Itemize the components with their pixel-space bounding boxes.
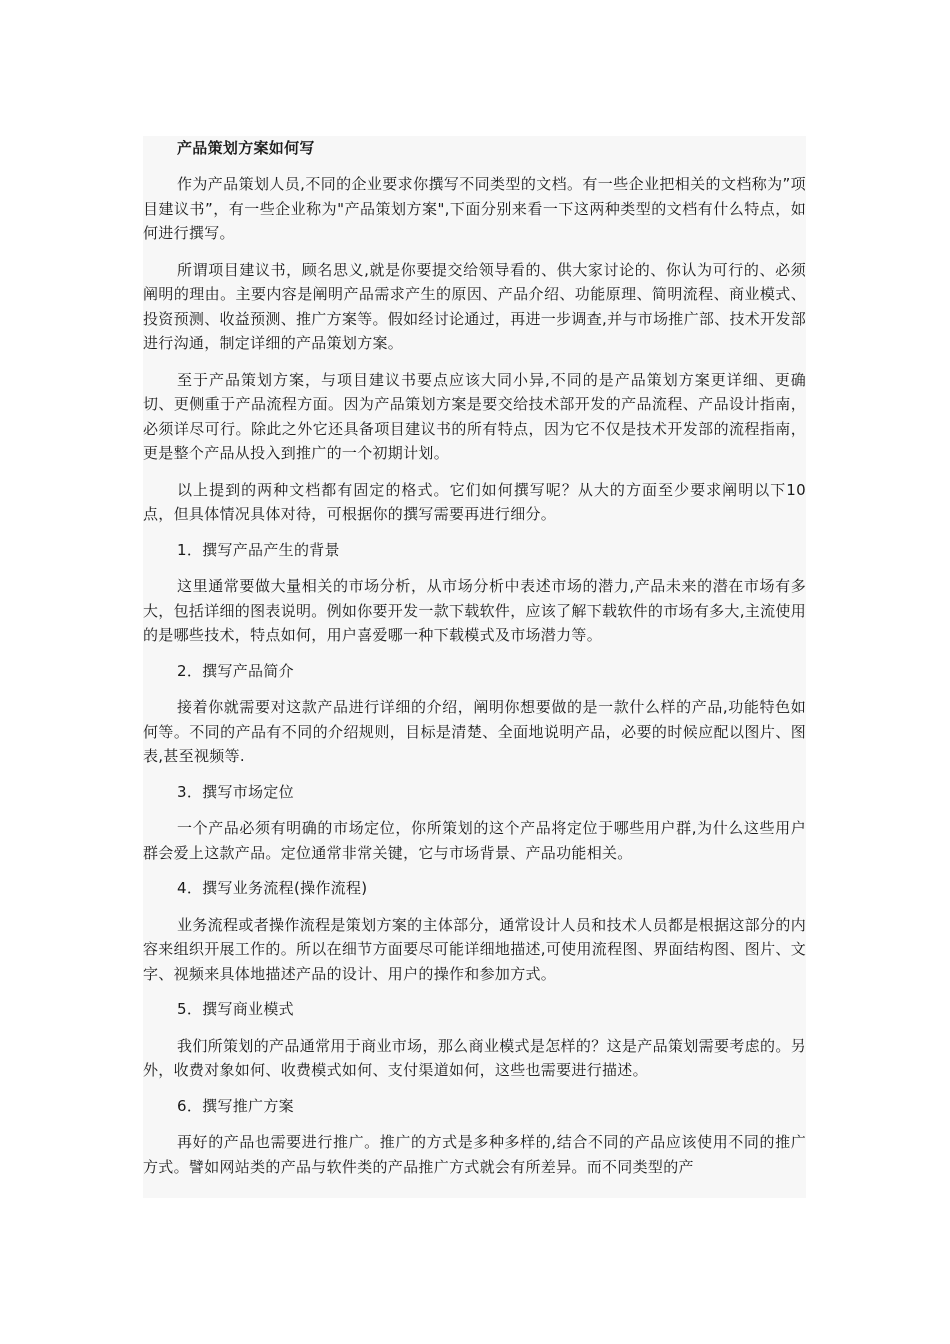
section-heading: 4．撰写业务流程(操作流程): [177, 879, 368, 897]
paragraph: 至于产品策划方案，与项目建议书要点应该大同小异,不同的是产品策划方案更详细、更确切、更侧重于产品流程方面。因为产品策划方案是要交给技术部开发的产品流程、产品设计指南，必须详尽可行。除此之外它还具备项目建议书的所有特点，因为它不仅是技术开发部的流程指南，更是整个产品从投入到推广的一个初期计划。: [143, 370, 806, 462]
section-heading: 2．撰写产品简介: [177, 661, 294, 680]
paragraph: 业务流程或者操作流程是策划方案的主体部分，通常设计人员和技术人员都是根据这部分的内容来组织开展工作的。所以在细节方面要尽可能详细地描述,可使用流程图、界面结构图、图片、文字、视频来具体地描述产品的设计、用户的操作和参加方式。: [143, 915, 806, 983]
paragraph: 接着你就需要对这款产品进行详细的介绍，阐明你想要做的是一款什么样的产品,功能特色如何等。不同的产品有不同的介绍规则，目标是清楚、全面地说明产品，必要的时候应配以图片、图表,甚至视频等.: [143, 698, 806, 765]
document-title: 产品策划方案如何写: [177, 139, 315, 157]
paragraph: 作为产品策划人员,不同的企业要求你撰写不同类型的文档。有一些企业把相关的文档称为”项目建议书”，有一些企业称为"产品策划方案",下面分别来看一下这两种类型的文档有什么特点，如何进行撰写。: [143, 175, 806, 242]
document-body: [143, 136, 806, 1179]
section-heading: 5．撰写商业模式: [177, 1000, 294, 1018]
paragraph: 以上提到的两种文档都有固定的格式。它们如何撰写呢？从大的方面至少要求阐明以下10点，但具体情况具体对待，可根据你的撰写需要再进行细分。: [143, 480, 806, 523]
paragraph: 一个产品必须有明确的市场定位，你所策划的这个产品将定位于哪些用户群,为什么这些用户群会爱上这款产品。定位通常非常关键，它与市场背景、产品功能相关。: [143, 819, 806, 862]
section-heading: 3．撰写市场定位: [177, 782, 294, 801]
paragraph: 我们所策划的产品通常用于商业市场，那么商业模式是怎样的？这是产品策划需要考虑的。另外，收费对象如何、收费模式如何、支付渠道如何，这些也需要进行描述。: [143, 1036, 806, 1079]
section-heading: 1．撰写产品产生的背景: [177, 540, 340, 559]
paragraph: 所谓项目建议书，顾名思义,就是你要提交给领导看的、供大家讨论的、你认为可行的、必须阐明的理由。主要内容是阐明产品需求产生的原因、产品介绍、功能原理、简明流程、商业模式、投资预测、收益预测、推广方案等。假如经讨论通过，再进一步调查,并与市场推广部、技术开发部进行沟通，制定详细的产品策划方案。: [143, 260, 806, 352]
paragraph: 这里通常要做大量相关的市场分析，从市场分析中表述市场的潜力,产品未来的潜在市场有多大，包括详细的图表说明。例如你要开发一款下载软件，应该了解下载软件的市场有多大,主流使用的是哪些技术，特点如何，用户喜爱哪一种下载模式及市场潜力等。: [143, 577, 806, 644]
document-blocks: [143, 172, 806, 1179]
document-page: [143, 136, 806, 1198]
section-heading: 6．撰写推广方案: [177, 1096, 294, 1115]
paragraph: 再好的产品也需要进行推广。推广的方式是多种多样的,结合不同的产品应该使用不同的推广方式。譬如网站类的产品与软件类的产品推广方式就会有所差异。而不同类型的产: [143, 1133, 806, 1176]
